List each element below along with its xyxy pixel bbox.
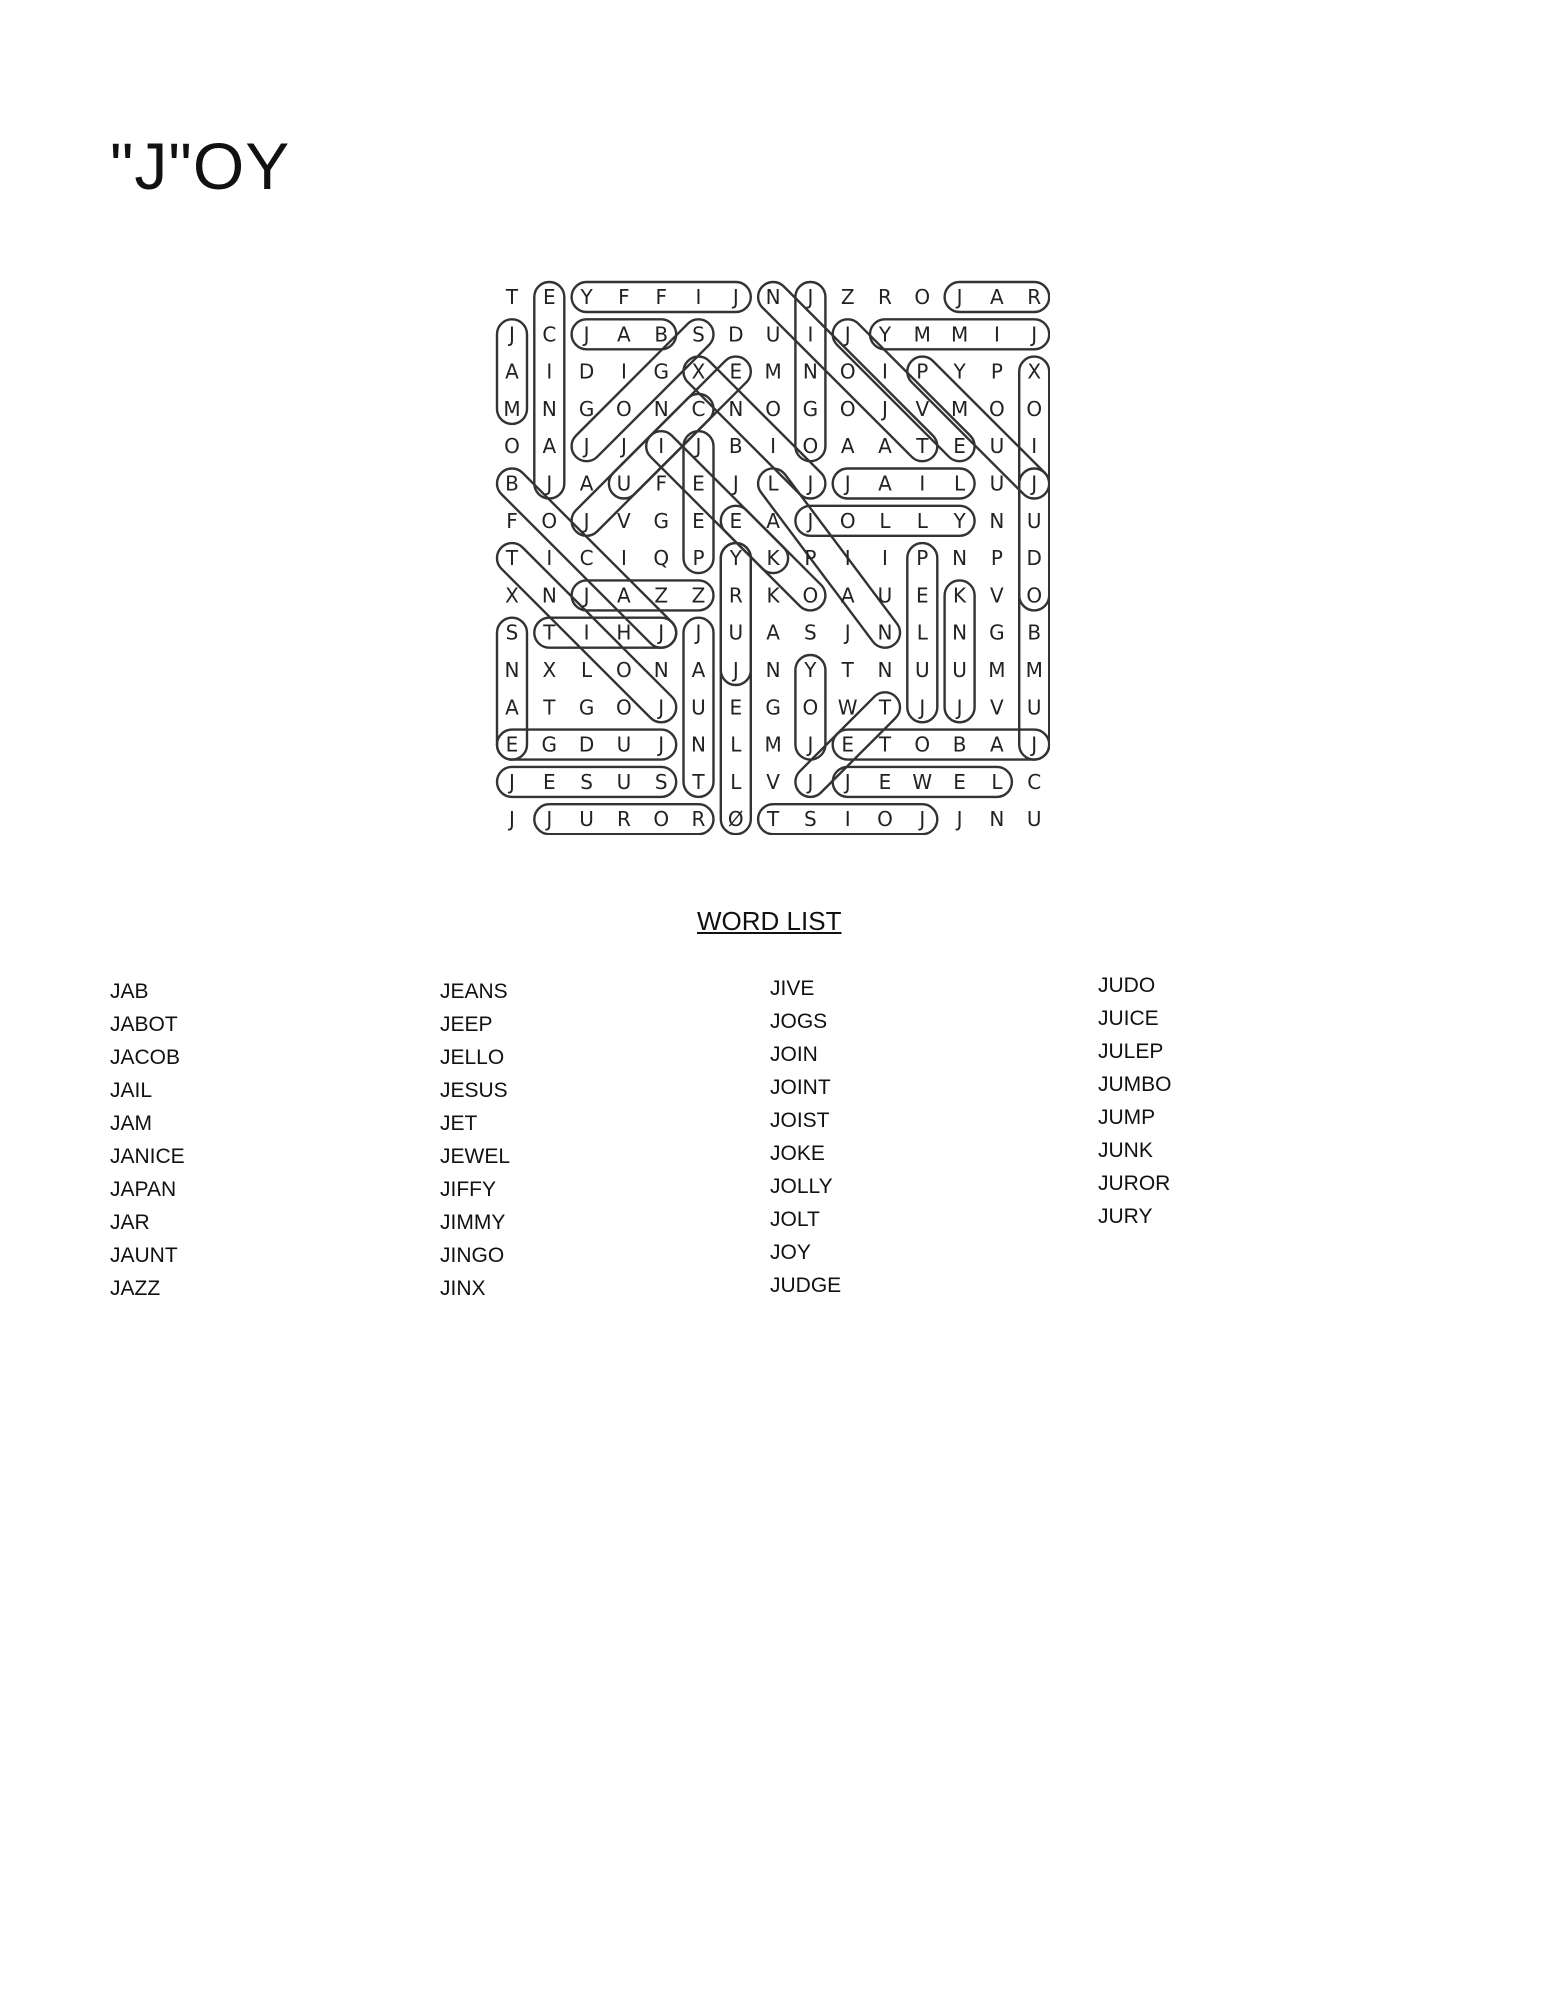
grid-letter: A: [617, 322, 631, 347]
grid-letter: Y: [729, 546, 742, 571]
grid-letter: A: [579, 471, 594, 496]
word-list-item: JEANS: [440, 980, 508, 1003]
grid-letter: M: [764, 359, 782, 384]
grid-letter: E: [729, 695, 743, 720]
grid-letter: A: [840, 434, 855, 459]
grid-letter: J: [807, 471, 814, 496]
grid-letter: E: [729, 359, 743, 384]
grid-letter: N: [504, 658, 520, 682]
grid-letter: O: [653, 807, 670, 832]
grid-letter: J: [583, 322, 590, 347]
grid-letter: J: [956, 807, 963, 832]
grid-letter: J: [583, 434, 590, 459]
grid-letter: U: [728, 620, 744, 645]
grid-letter: J: [583, 583, 590, 608]
grid-letter: T: [692, 769, 705, 794]
grid-letter: L: [879, 508, 891, 533]
grid-letter: O: [616, 658, 632, 682]
grid-letter: I: [546, 546, 553, 571]
grid-letter: J: [509, 322, 515, 347]
grid-letter: U: [616, 471, 632, 496]
word-list-item: JUNK: [1098, 1139, 1153, 1162]
grid-letter: V: [990, 583, 1004, 608]
grid-letter: L: [991, 769, 1003, 794]
grid-letter: I: [807, 322, 814, 347]
grid-letter: J: [732, 471, 739, 496]
word-list-column-3: [770, 972, 841, 1302]
grid-letter: C: [1027, 769, 1042, 794]
grid-letter: I: [620, 546, 627, 571]
grid-letter: E: [953, 434, 966, 459]
grid-letter: P: [916, 359, 929, 384]
grid-letter: N: [989, 807, 1005, 832]
grid-letter: J: [1031, 471, 1038, 496]
grid-letter: Y: [878, 322, 892, 347]
word-list-item: JINGO: [440, 1244, 505, 1267]
grid-letter: V: [990, 695, 1004, 720]
grid-letter: K: [766, 546, 780, 571]
word-list-item: JAIL: [110, 1079, 153, 1102]
grid-letter: U: [989, 471, 1005, 496]
grid-letter: N: [765, 285, 781, 309]
grid-letter: O: [839, 508, 856, 533]
grid-letter: O: [802, 695, 819, 720]
grid-letter: A: [691, 658, 706, 682]
grid-letter: R: [1027, 285, 1042, 309]
grid-letter: E: [953, 769, 966, 794]
grid-letter: R: [728, 583, 743, 608]
grid-letter: A: [542, 434, 557, 459]
grid-letter: T: [878, 695, 892, 720]
grid-letter: I: [770, 434, 777, 459]
grid-letter: J: [732, 658, 739, 682]
word-list-item: JUROR: [1098, 1172, 1171, 1195]
grid-letter: U: [914, 658, 930, 682]
grid-letter: F: [618, 285, 630, 309]
grid-letter: D: [578, 732, 595, 757]
grid-letter: U: [1026, 807, 1042, 832]
word-list-item: JOY: [770, 1241, 811, 1264]
grid-letter: M: [988, 658, 1006, 682]
grid-letter: J: [620, 434, 627, 459]
grid-letter: S: [804, 620, 817, 645]
grid-letter: L: [730, 769, 742, 794]
grid-letter: J: [509, 769, 515, 794]
word-list-item: JET: [440, 1112, 478, 1135]
grid-letter: Y: [953, 508, 966, 533]
grid-letter: A: [990, 732, 1004, 757]
word-list-item: JESUS: [440, 1079, 508, 1102]
grid-letter: G: [541, 732, 558, 757]
grid-letter: X: [1027, 359, 1042, 384]
grid-letter: N: [653, 396, 669, 421]
grid-letter: T: [543, 620, 556, 645]
grid-letter: T: [916, 434, 929, 459]
grid-letter: I: [658, 434, 665, 459]
grid-letter: S: [505, 620, 519, 645]
grid-letter: I: [583, 620, 590, 645]
grid-letter: T: [505, 285, 519, 309]
word-list-item: JUDGE: [770, 1274, 842, 1297]
grid-letter: I: [882, 359, 888, 384]
grid-letter: M: [1025, 658, 1043, 682]
word-list-item: JIMMY: [440, 1211, 506, 1234]
grid-letter: U: [579, 807, 594, 832]
grid-letter: C: [691, 396, 706, 421]
word-list-item: JAUNT: [110, 1244, 178, 1267]
grid-letter: J: [658, 695, 665, 720]
grid-letter: V: [617, 508, 631, 533]
grid-letter: Ø: [727, 807, 744, 832]
grid-letter: O: [877, 807, 893, 832]
grid-letter: E: [692, 508, 705, 533]
word-list-item: JABOT: [110, 1013, 178, 1036]
grid-letter: R: [878, 285, 892, 309]
grid-letter: O: [616, 695, 632, 720]
grid-letter: P: [990, 546, 1003, 571]
grid-letter: J: [807, 508, 814, 533]
grid-letter: A: [766, 508, 780, 533]
word-list-item: JUDO: [1098, 974, 1156, 997]
word-list-column-2: [440, 975, 510, 1305]
grid-letter: L: [916, 620, 928, 645]
grid-letter: Z: [691, 583, 706, 608]
grid-letter: I: [546, 359, 553, 384]
grid-letter: A: [505, 695, 519, 720]
word-list-heading: WORD LIST: [697, 906, 842, 936]
grid-letter: N: [877, 620, 893, 645]
grid-letter: X: [691, 359, 706, 384]
page-title: "J"OY: [110, 129, 291, 203]
word-list-item: JUMBO: [1098, 1073, 1172, 1096]
grid-letter: A: [878, 434, 892, 459]
grid-letter: T: [766, 807, 780, 832]
word-list-item: JIVE: [770, 977, 815, 1000]
grid-letter: A: [878, 471, 892, 496]
grid-letter: U: [989, 434, 1005, 459]
grid-letter: N: [653, 658, 669, 682]
grid-letter: C: [542, 322, 557, 347]
grid-letter: J: [695, 434, 702, 459]
grid-letter: S: [580, 769, 593, 794]
grid-letter: R: [616, 807, 631, 832]
grid-letter: G: [653, 508, 669, 533]
grid-letter: D: [728, 322, 744, 347]
grid-letter: O: [1026, 583, 1043, 608]
grid-letter: M: [950, 396, 969, 421]
word-list-item: JOIN: [770, 1043, 818, 1066]
word-list-column-4: [1098, 969, 1172, 1233]
grid-letter: J: [546, 807, 553, 832]
grid-letter: P: [916, 546, 929, 571]
grid-letter: Y: [953, 359, 966, 384]
grid-letter: Q: [653, 546, 670, 571]
word-list-item: JELLO: [440, 1046, 505, 1069]
word-list-item: JACOB: [110, 1046, 181, 1069]
grid-letter: J: [732, 285, 739, 309]
grid-letter: I: [620, 359, 627, 384]
grid-letter: J: [546, 471, 553, 496]
grid-letter: N: [541, 583, 557, 608]
grid-letter: N: [728, 396, 744, 421]
grid-letter: D: [1026, 546, 1042, 571]
grid-letter: L: [730, 732, 742, 757]
grid-letter: J: [956, 285, 963, 309]
word-list-item: JAM: [110, 1112, 152, 1135]
word-list-item: JINX: [440, 1277, 486, 1300]
grid-letter: O: [765, 396, 781, 421]
grid-letter: T: [841, 658, 854, 682]
grid-letter: O: [541, 508, 558, 533]
grid-letter: J: [807, 769, 814, 794]
grid-letter: K: [953, 583, 967, 608]
word-list-item: JURY: [1098, 1205, 1153, 1228]
grid-letter: O: [914, 285, 931, 309]
grid-letter: U: [616, 732, 632, 757]
grid-letter: R: [691, 807, 706, 832]
grid-letter: Y: [580, 285, 593, 309]
grid-letter: V: [766, 769, 780, 794]
word-list-item: JEWEL: [440, 1145, 511, 1168]
grid-letter: U: [765, 322, 781, 347]
grid-letter: I: [993, 322, 1000, 347]
word-list-item: JULEP: [1098, 1040, 1164, 1063]
grid-letter: F: [655, 285, 667, 309]
grid-letter: U: [1026, 508, 1042, 533]
word-list-item: JAR: [110, 1211, 150, 1234]
grid-letter: E: [505, 732, 519, 757]
grid-letter: O: [504, 434, 520, 459]
grid-letter: L: [954, 471, 966, 496]
grid-letter: M: [764, 732, 782, 757]
word-list-item: JIFFY: [440, 1178, 496, 1201]
grid-letter: U: [1026, 695, 1042, 720]
word-list-item: JOINT: [770, 1076, 831, 1099]
grid-letter: C: [579, 546, 594, 571]
grid-letter: O: [1026, 396, 1043, 421]
grid-letter: G: [578, 695, 595, 720]
grid-letter: F: [506, 508, 518, 533]
grid-letter: E: [729, 508, 743, 533]
grid-letter: S: [692, 322, 705, 347]
grid-letter: F: [655, 471, 667, 496]
grid-letter: A: [840, 583, 855, 608]
grid-letter: G: [653, 359, 669, 384]
grid-letter: E: [542, 285, 556, 309]
grid-letter: I: [844, 807, 851, 832]
word-list-item: JOLT: [770, 1208, 820, 1231]
grid-letter: G: [989, 620, 1005, 645]
grid-letter: N: [952, 620, 968, 645]
grid-letter: M: [950, 322, 969, 347]
grid-letter: E: [542, 769, 556, 794]
grid-letter: I: [695, 285, 702, 309]
word-list-item: JOIST: [770, 1109, 830, 1132]
grid-letter: N: [877, 658, 893, 682]
grid-letter: P: [804, 546, 817, 571]
grid-letter: L: [916, 508, 928, 533]
grid-letter: G: [765, 695, 781, 720]
grid-letter: W: [912, 769, 933, 794]
word-list-item: JAZZ: [110, 1277, 161, 1300]
grid-letter: T: [878, 732, 892, 757]
grid-letter: I: [844, 546, 851, 571]
grid-letter: L: [581, 658, 593, 682]
grid-letter: J: [919, 807, 926, 832]
grid-letter: J: [509, 807, 515, 832]
grid-letter: J: [583, 508, 590, 533]
grid-letter: N: [691, 732, 706, 757]
grid-letter: S: [804, 807, 817, 832]
grid-letter: O: [802, 583, 819, 608]
grid-letter: M: [503, 396, 521, 421]
grid-letter: W: [837, 695, 858, 720]
word-list-item: JUICE: [1098, 1007, 1159, 1030]
grid-letter: H: [616, 620, 632, 645]
grid-letter: Z: [654, 583, 669, 608]
grid-letter: Z: [840, 285, 855, 309]
grid-letter: N: [802, 359, 818, 384]
grid-letter: M: [913, 322, 931, 347]
grid-letter: E: [692, 471, 705, 496]
grid-letter: J: [844, 471, 851, 496]
grid-letter: O: [839, 359, 856, 384]
grid-letter: B: [1027, 620, 1042, 645]
word-list-item: JUMP: [1098, 1106, 1156, 1129]
grid-letter: S: [654, 769, 668, 794]
grid-letter: A: [990, 285, 1004, 309]
grid-letter: N: [541, 396, 557, 421]
grid-letter: N: [765, 658, 781, 682]
grid-letter: J: [807, 285, 814, 309]
grid-letter: A: [505, 359, 519, 384]
grid-letter: O: [616, 396, 632, 421]
grid-letter: X: [505, 583, 519, 608]
word-list-item: JAB: [110, 980, 149, 1003]
grid-letter: Y: [804, 658, 817, 682]
grid-letter: I: [919, 471, 926, 496]
grid-letter: T: [505, 546, 519, 571]
word-list-item: JEEP: [440, 1013, 493, 1036]
grid-letter: P: [692, 546, 705, 571]
grid-letter: K: [766, 583, 780, 608]
grid-letter: J: [882, 396, 888, 421]
grid-letter: J: [658, 732, 665, 757]
grid-letter: J: [1031, 732, 1038, 757]
word-list-item: JAPAN: [110, 1178, 177, 1201]
grid-letters: [490, 275, 1050, 835]
grid-letter: J: [919, 695, 926, 720]
grid-letter: J: [695, 620, 702, 645]
grid-letter: D: [578, 359, 595, 384]
grid-letter: A: [766, 620, 780, 645]
grid-letter: P: [990, 359, 1003, 384]
word-search-grid: [490, 275, 1050, 835]
grid-letter: L: [767, 471, 779, 496]
grid-letter: I: [1031, 434, 1038, 459]
grid-letter: U: [691, 695, 706, 720]
grid-letter: N: [952, 546, 968, 571]
grid-letter: J: [844, 322, 851, 347]
grid-letter: U: [616, 769, 632, 794]
grid-letter: B: [654, 322, 669, 347]
grid-letter: X: [542, 658, 557, 682]
grid-letter: J: [956, 695, 963, 720]
grid-letter: O: [914, 732, 931, 757]
grid-letter: J: [844, 769, 851, 794]
grid-letter: A: [617, 583, 631, 608]
grid-letter: J: [658, 620, 665, 645]
grid-letter: J: [844, 620, 851, 645]
grid-letter: B: [952, 732, 967, 757]
grid-letter: E: [878, 769, 892, 794]
word-list-item: JOLLY: [770, 1175, 833, 1198]
word-list-item: JOGS: [770, 1010, 828, 1033]
grid-letter: G: [802, 396, 819, 421]
grid-letter: B: [728, 434, 743, 459]
word-list-item: JOKE: [770, 1142, 825, 1165]
word-list-column-1: [110, 975, 185, 1305]
grid-letter: T: [543, 695, 556, 720]
grid-letter: N: [989, 508, 1005, 533]
grid-letter: J: [1031, 322, 1038, 347]
grid-letter: O: [989, 396, 1005, 421]
grid-letter: U: [877, 583, 893, 608]
grid-letter: J: [807, 732, 814, 757]
grid-letter: U: [952, 658, 967, 682]
grid-letter: E: [841, 732, 855, 757]
grid-letter: O: [802, 434, 819, 459]
grid-letter: B: [505, 471, 519, 496]
grid-letter: O: [839, 396, 856, 421]
grid-letter: V: [915, 396, 930, 421]
grid-letter: I: [882, 546, 888, 571]
grid-letter: G: [578, 396, 595, 421]
grid-letter: E: [915, 583, 929, 608]
word-list-item: JANICE: [110, 1145, 185, 1168]
